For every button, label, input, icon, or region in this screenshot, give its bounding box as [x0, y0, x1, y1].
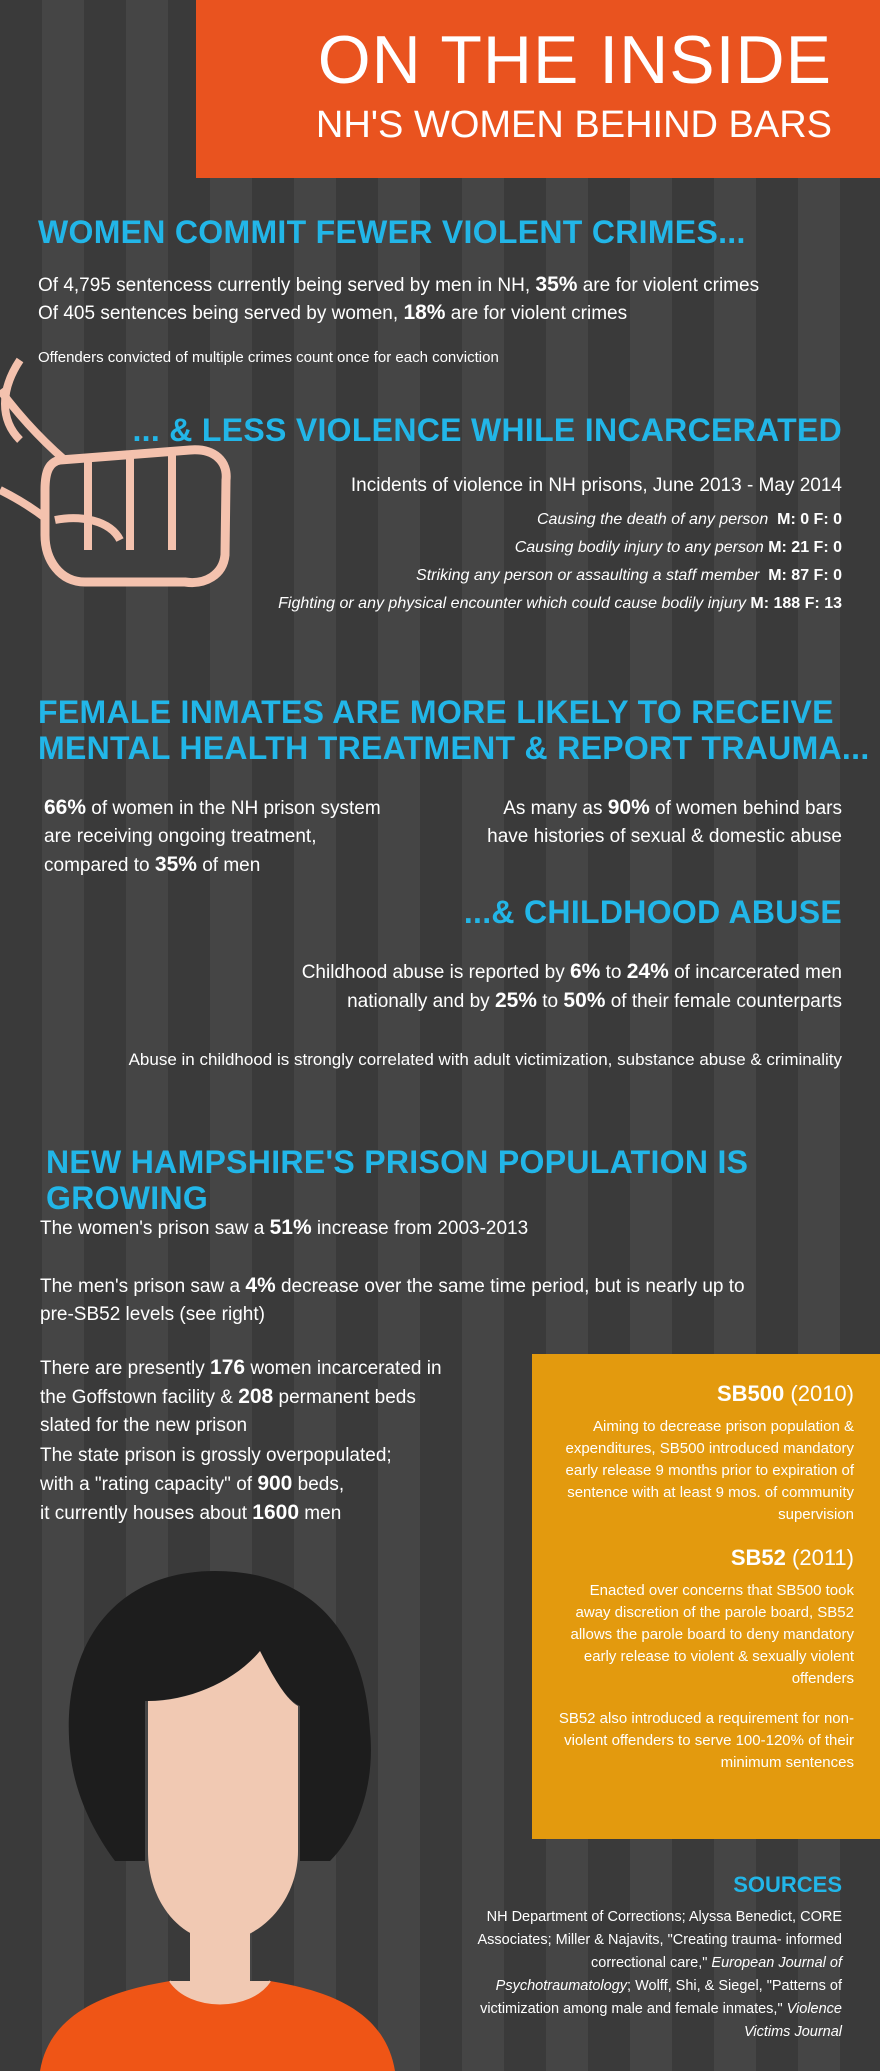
state-prison-stat: The state prison is grossly overpopulated; with a "rating capacity" of 900 beds, it currently houses about 1600 men [40, 1445, 392, 1524]
abuse-correlation-note: Abuse in childhood is strongly correlated with adult victimization, substance abuse & criminality [128, 1050, 842, 1069]
incident-row: Fighting or any physical encounter which could cause bodily injury M: 188 F: 13 [278, 595, 842, 612]
stat-women-violent: Of 405 sentences being served by women, 18% are for violent crimes [38, 301, 628, 324]
fist-icon [0, 350, 240, 620]
sb500-title: SB500 (2010) [717, 1381, 854, 1406]
mental-health-stat: 66% of women in the NH prison system are receiving ongoing treatment, compared to 35% of men [44, 796, 381, 876]
page-title: ON THE INSIDE [317, 22, 832, 98]
sources-title: SOURCES [733, 1872, 842, 1897]
title-banner [196, 0, 880, 178]
stat-men-violent: Of 4,795 sentencess currently being served by men in NH, 35% are for violent crimes [38, 273, 760, 296]
sb52-requirement-text: SB52 also introduced a requirement for non-violent offenders to serve 100-120% of their minimum sentences [558, 1710, 854, 1771]
section-heading-childhood-abuse: ...& CHILDHOOD ABUSE [463, 894, 842, 930]
offenders-note: Offenders convicted of multiple crimes count once for each conviction [38, 349, 499, 366]
womens-prison-stat: The women's prison saw a 51% increase from 2003-2013 [40, 1216, 529, 1239]
incidents-intro: Incidents of violence in NH prisons, June 2013 - May 2014 [350, 475, 842, 496]
sources-text: NH Department of Corrections; Alyssa Benedict, CORE Associates; Miller & Najavits, "Creating trauma- informed correctional care," European Journal of Psychotraumatology; Wolff, Shi, & Siegel, "Patterns of victimization among male and female inmates," Violence Victims Journal [477, 1909, 842, 2040]
sb500-text: Aiming to decrease prison population & expenditures, SB500 introduced mandatory early release 9 months prior to expiration of sentence with at least 9 mos. of community supervision [565, 1418, 854, 1523]
page-subtitle: NH'S WOMEN BEHIND BARS [315, 104, 832, 146]
abuse-history-stat: As many as 90% of women behind bars have histories of sexual & domestic abuse [487, 796, 842, 847]
incident-row: Causing the death of any person M: 0 F: 0 [536, 511, 842, 528]
sb-legislation-box [532, 1354, 880, 1839]
section-heading-population: NEW HAMPSHIRE'S PRISON POPULATION IS GROWING [46, 1144, 749, 1216]
goffstown-stat: There are presently 176 women incarcerated in the Goffstown facility & 208 permanent beds slated for the new prison [40, 1356, 442, 1436]
section-heading-mental-health: FEMALE INMATES ARE MORE LIKELY TO RECEIVE MENTAL HEALTH TREATMENT & REPORT TRAUMA... [38, 694, 870, 766]
incident-row: Causing bodily injury to any person M: 21 F: 0 [514, 539, 842, 556]
section-heading-violent-crimes: WOMEN COMMIT FEWER VIOLENT CRIMES... [38, 214, 746, 250]
section-heading-incarcerated: ... & LESS VIOLENCE WHILE INCARCERATED [132, 412, 842, 448]
sb52-title: SB52 (2011) [730, 1545, 854, 1570]
woman-silhouette-icon [30, 1551, 400, 2071]
incident-row: Striking any person or assaulting a staff member M: 87 F: 0 [416, 567, 842, 584]
mens-prison-stat: The men's prison saw a 4% decrease over the same time period, but is nearly up to pre-SB52 levels (see right) [40, 1274, 745, 1325]
childhood-abuse-stat: Childhood abuse is reported by 6% to 24% of incarcerated men nationally and by 25% to 50% of their female counterparts [301, 960, 842, 1012]
sb52-text: Enacted over concerns that SB500 took away discretion of the parole board, SB52 allows the parole board to deny mandatory early release to violent & sexually violent offenders [570, 1582, 854, 1687]
